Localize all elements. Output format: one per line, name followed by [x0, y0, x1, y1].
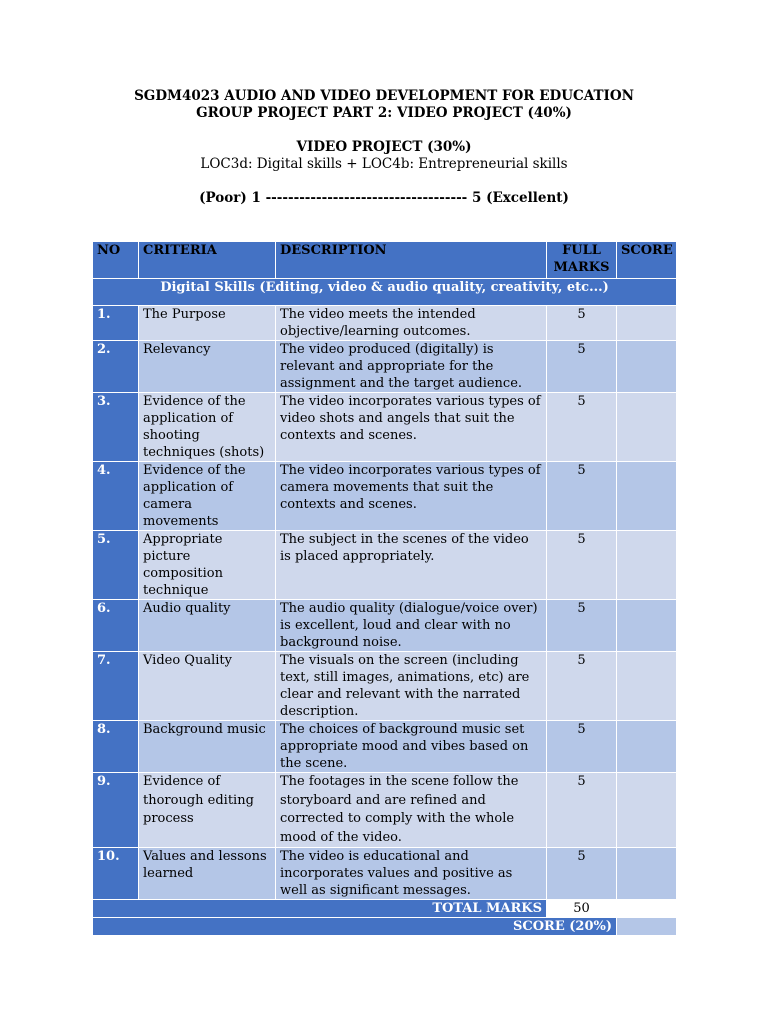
table-row [93, 848, 677, 900]
row-description: The visuals on the screen (including text, still images, animations, etc) are clear and relevant with the narrated description. [276, 652, 547, 721]
row-full-marks: 5 [547, 531, 617, 600]
score-label: SCORE (20%) [93, 918, 617, 936]
total-marks-label: TOTAL MARKS [93, 900, 547, 918]
row-description: The audio quality (dialogue/voice over) is excellent, loud and clear with no background noise. [276, 600, 547, 652]
row-full-marks: 5 [547, 721, 617, 773]
row-criteria: Evidence of the application of shooting techniques (shots) [139, 393, 276, 462]
row-score[interactable] [617, 393, 677, 462]
header-criteria: CRITERIA [139, 242, 276, 279]
row-criteria: Audio quality [139, 600, 276, 652]
row-no: 2. [93, 341, 139, 393]
table-row [93, 306, 677, 341]
row-no: 7. [93, 652, 139, 721]
row-no: 6. [93, 600, 139, 652]
table-header-row [93, 242, 677, 279]
row-no: 9. [93, 773, 139, 848]
header-description: DESCRIPTION [276, 242, 547, 279]
rubric-table [92, 241, 677, 936]
row-description: The video produced (digitally) is relevant and appropriate for the assignment and the target audience. [276, 341, 547, 393]
row-no: 3. [93, 393, 139, 462]
row-score[interactable] [617, 531, 677, 600]
section-title: VIDEO PROJECT (30%) [296, 139, 472, 155]
table-row [93, 462, 677, 531]
row-score[interactable] [617, 306, 677, 341]
row-full-marks: 5 [547, 462, 617, 531]
table-row [93, 531, 677, 600]
row-full-marks: 5 [547, 652, 617, 721]
row-score[interactable] [617, 462, 677, 531]
row-no: 8. [93, 721, 139, 773]
row-score[interactable] [617, 721, 677, 773]
row-full-marks: 5 [547, 341, 617, 393]
row-criteria: Evidence of thorough editing process [139, 773, 276, 848]
row-criteria: Relevancy [139, 341, 276, 393]
loc-line: LOC3d: Digital skills + LOC4b: Entrepreneurial skills [200, 156, 568, 172]
row-score[interactable] [617, 773, 677, 848]
table-row [93, 773, 677, 848]
row-description: The footages in the scene follow the storyboard and are refined and corrected to comply with the whole mood of the video. [276, 773, 547, 848]
total-marks-value: 50 [547, 900, 617, 918]
row-no: 4. [93, 462, 139, 531]
row-description: The video meets the intended objective/learning outcomes. [276, 306, 547, 341]
row-full-marks: 5 [547, 848, 617, 900]
row-description: The video incorporates various types of video shots and angels that suit the contexts and scenes. [276, 393, 547, 462]
row-score[interactable] [617, 600, 677, 652]
row-criteria: Appropriate picture composition technique [139, 531, 276, 600]
score-value[interactable] [617, 918, 677, 936]
row-criteria: Video Quality [139, 652, 276, 721]
row-criteria: Evidence of the application of camera movements [139, 462, 276, 531]
score-row [93, 918, 677, 936]
section-label: Digital Skills (Editing, video & audio quality, creativity, etc...) [93, 279, 677, 306]
row-no: 5. [93, 531, 139, 600]
table-row [93, 341, 677, 393]
row-criteria: Values and lessons learned [139, 848, 276, 900]
row-description: The choices of background music set appropriate mood and vibes based on the scene. [276, 721, 547, 773]
row-score[interactable] [617, 848, 677, 900]
table-row [93, 600, 677, 652]
row-full-marks: 5 [547, 393, 617, 462]
row-no: 10. [93, 848, 139, 900]
total-marks-blank [617, 900, 677, 918]
project-title: GROUP PROJECT PART 2: VIDEO PROJECT (40%) [196, 105, 572, 121]
row-score[interactable] [617, 652, 677, 721]
row-no: 1. [93, 306, 139, 341]
row-full-marks: 5 [547, 773, 617, 848]
row-full-marks: 5 [547, 306, 617, 341]
course-title: SGDM4023 AUDIO AND VIDEO DEVELOPMENT FOR EDUCATION [134, 88, 634, 104]
row-description: The video incorporates various types of camera movements that suit the contexts and scenes. [276, 462, 547, 531]
row-full-marks: 5 [547, 600, 617, 652]
row-criteria: Background music [139, 721, 276, 773]
header-score: SCORE [617, 242, 677, 279]
row-description: The subject in the scenes of the video is placed appropriately. [276, 531, 547, 600]
header-full-marks: FULL MARKS [547, 242, 617, 279]
row-description: The video is educational and incorporates values and positive as well as significant messages. [276, 848, 547, 900]
table-row [93, 393, 677, 462]
row-score[interactable] [617, 341, 677, 393]
row-criteria: The Purpose [139, 306, 276, 341]
table-row [93, 652, 677, 721]
rating-scale: (Poor) 1 ------------------------------------ 5 (Excellent) [199, 190, 569, 206]
table-row [93, 721, 677, 773]
section-row [93, 279, 677, 306]
total-marks-row [93, 900, 677, 918]
header-no: NO [93, 242, 139, 279]
